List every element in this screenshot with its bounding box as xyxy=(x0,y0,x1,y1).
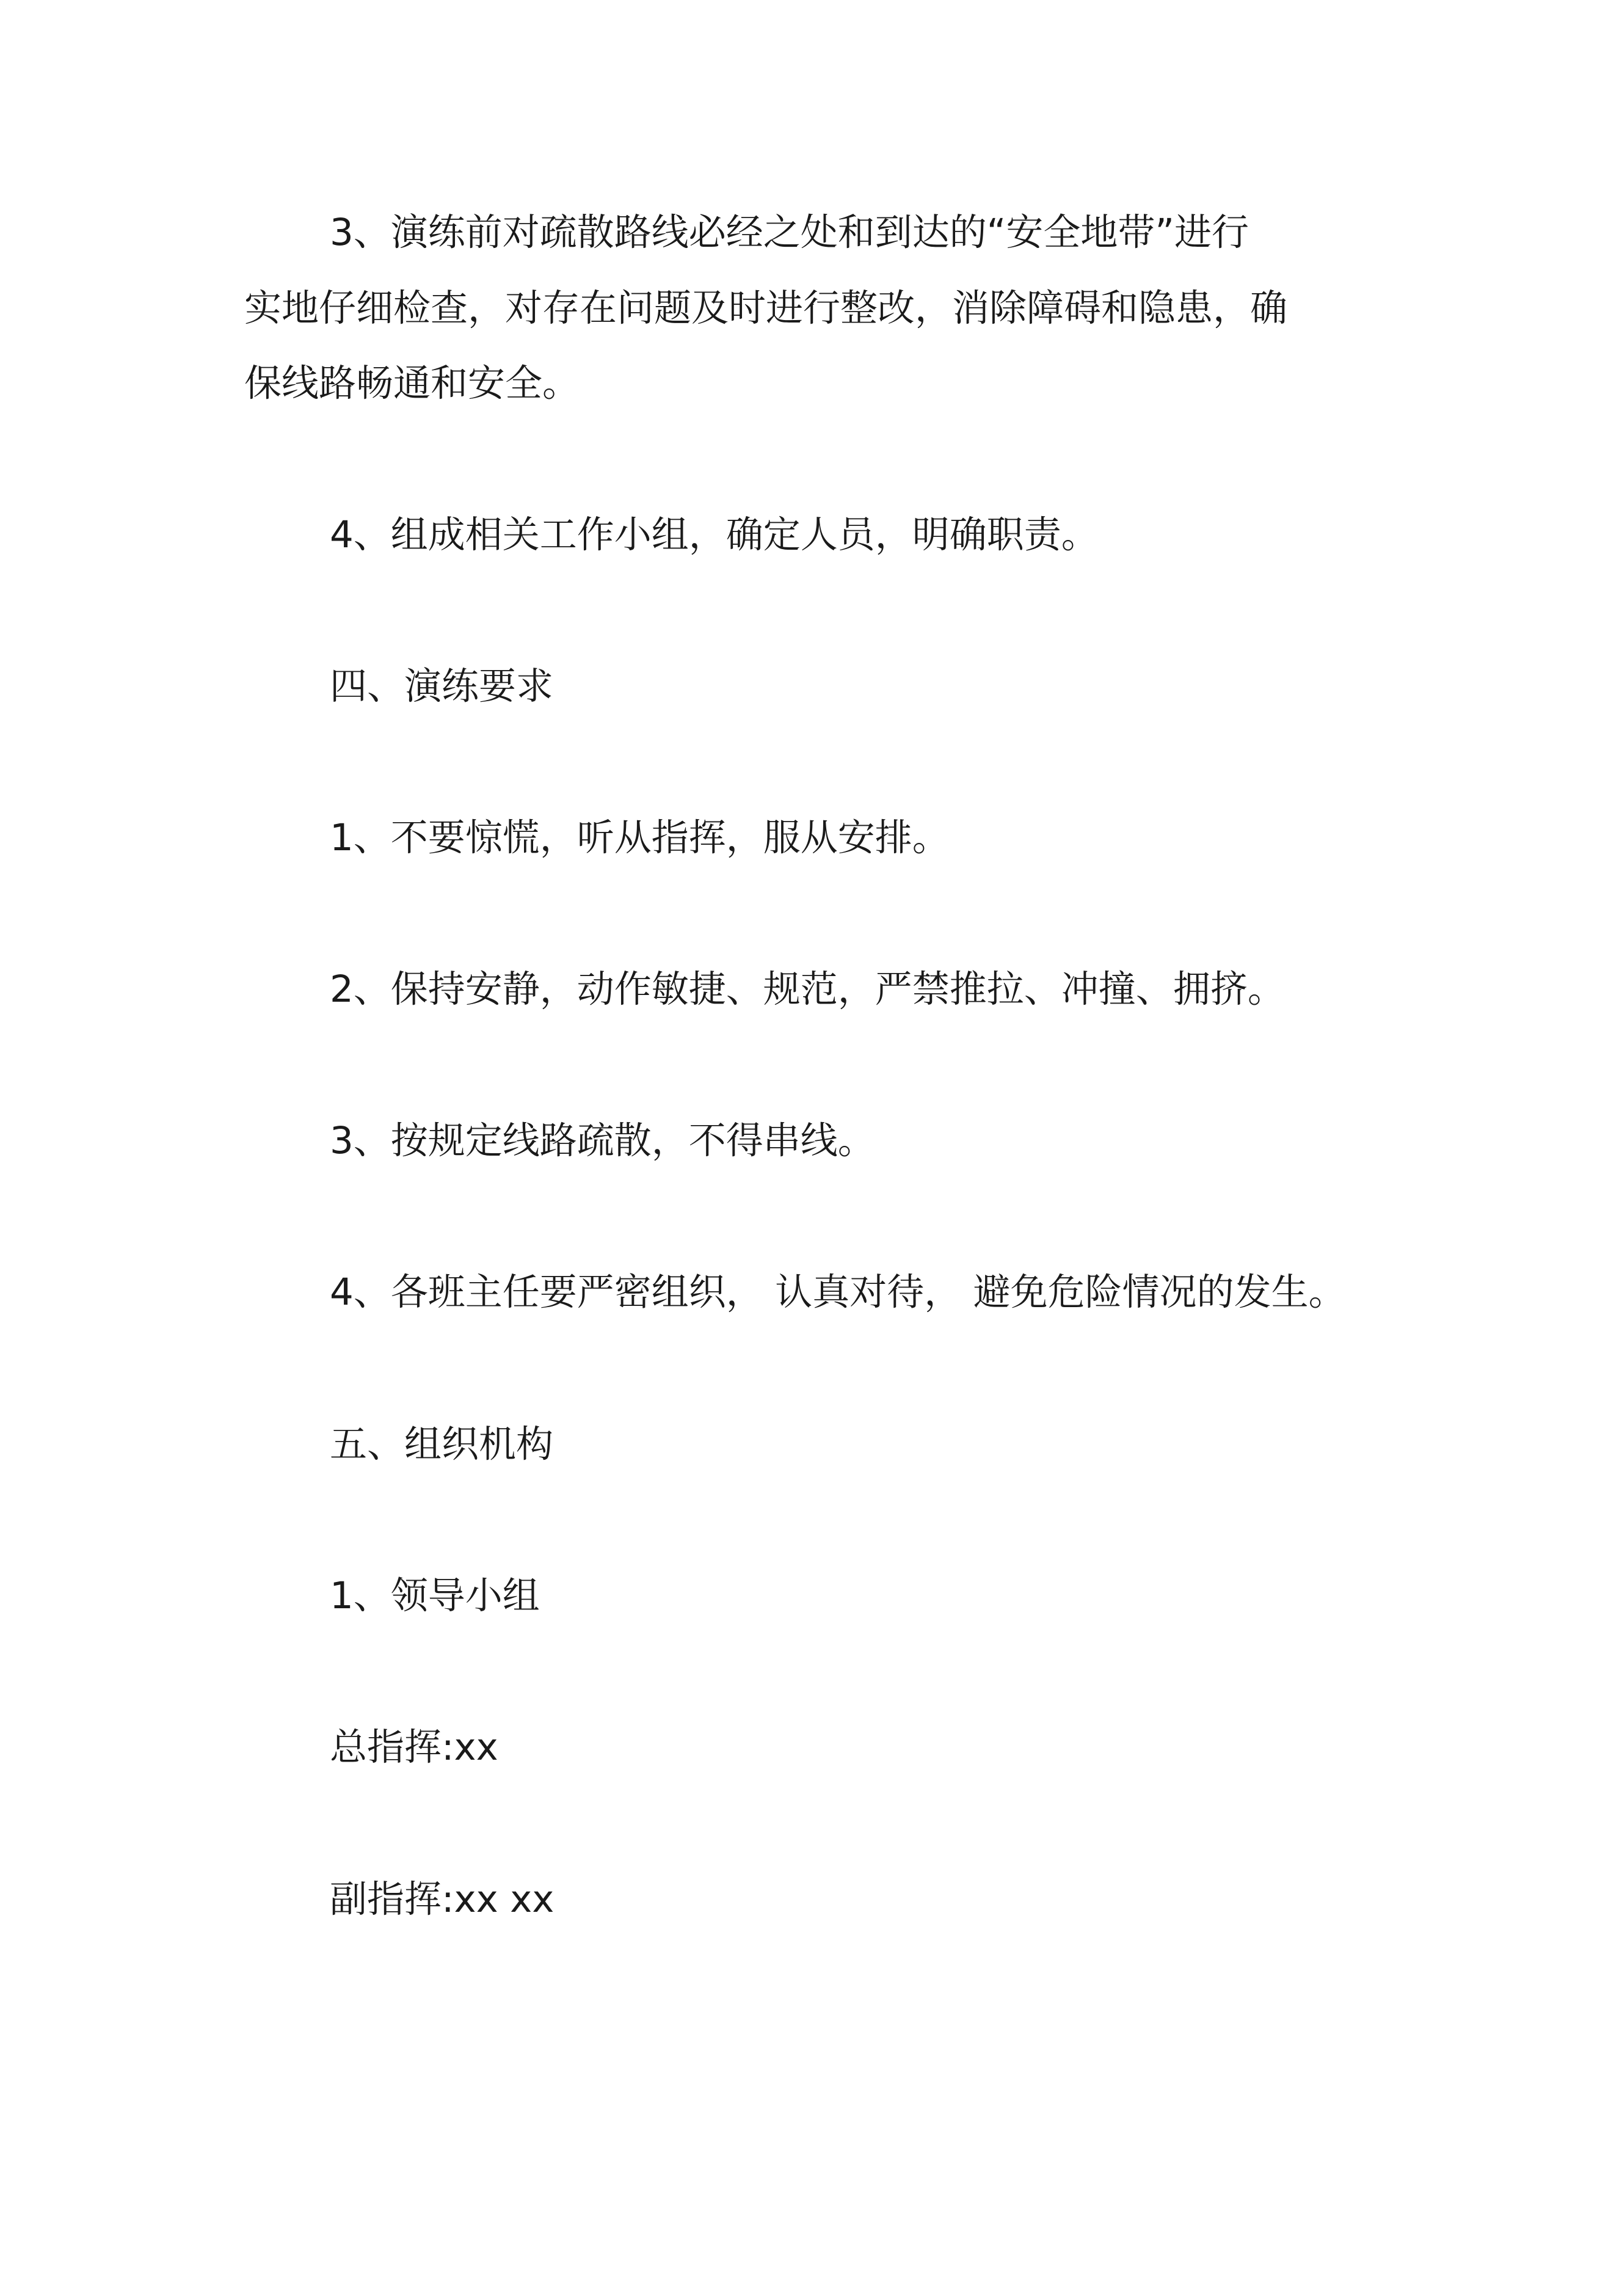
paragraph-prep-3-line-1: 3、演练前对疏散路线必经之处和到达的“安全地带”进行 xyxy=(330,211,1249,254)
section-heading-organization: 五、组织机构 xyxy=(330,1423,554,1466)
paragraph-prep-4: 4、组成相关工作小组，确定人员，明确职责。 xyxy=(330,513,1099,556)
section-heading-requirements: 四、演练要求 xyxy=(330,665,554,708)
requirement-item-2: 2、保持安静，动作敏捷、规范，严禁推拉、冲撞、拥挤。 xyxy=(330,968,1285,1011)
paragraph-prep-3-line-3: 保线路畅通和安全。 xyxy=(244,362,580,405)
deputy-commander-line: 副指挥:xx xx xyxy=(330,1878,555,1921)
paragraph-prep-3-line-2: 实地仔细检查，对存在问题及时进行整改，消除障碍和隐患，确 xyxy=(244,286,1288,330)
commander-line: 总指挥:xx xyxy=(330,1726,498,1769)
requirement-item-3: 3、按规定线路疏散，不得串线。 xyxy=(330,1119,875,1162)
requirement-item-4: 4、各班主任要严密组织， 认真对待， 避免危险情况的发生。 xyxy=(330,1270,1346,1314)
requirement-item-1: 1、不要惊慌，听从指挥，服从安排。 xyxy=(330,816,950,859)
organization-item-1: 1、领导小组 xyxy=(330,1574,540,1617)
